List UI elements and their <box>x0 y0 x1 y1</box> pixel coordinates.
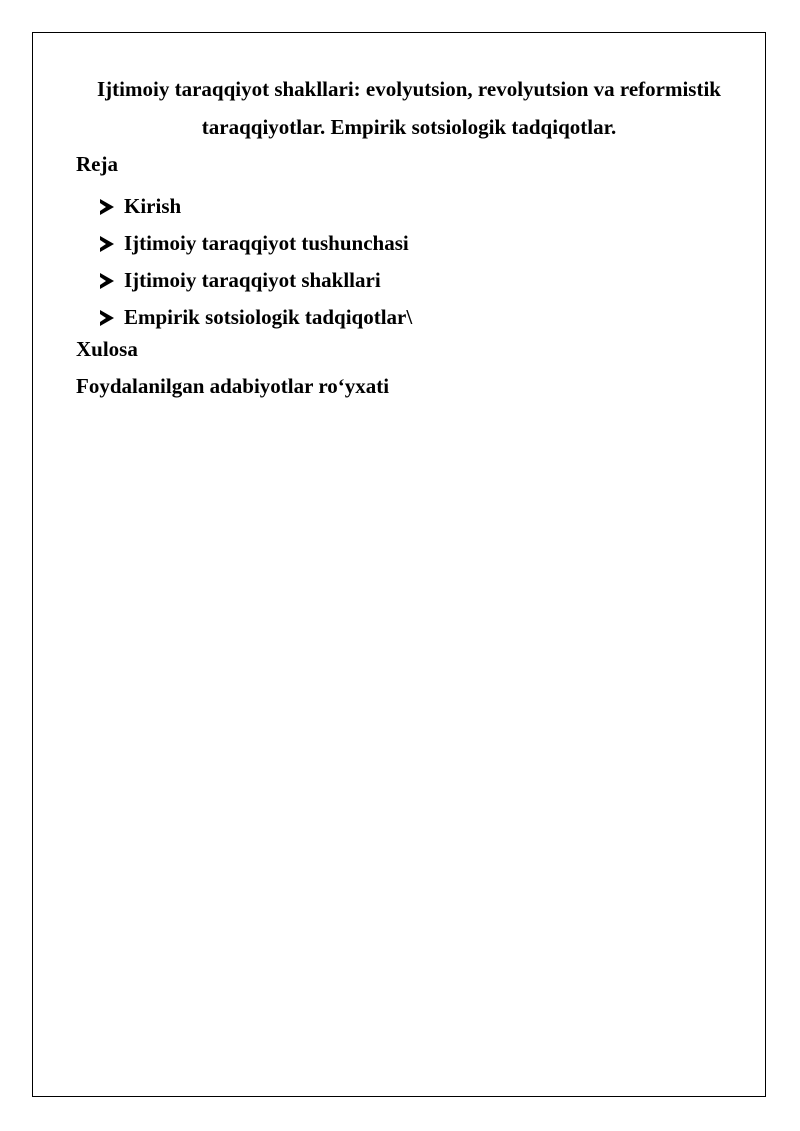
plan-item <box>100 262 412 299</box>
plan-list <box>100 188 412 336</box>
conclusion-heading: Xulosa <box>76 337 138 361</box>
references-heading: Foydalanilgan adabiyotlar ro‘yxati <box>76 374 390 398</box>
plan-item <box>100 225 412 262</box>
arrow-bullet-icon <box>100 310 114 326</box>
document-title: Ijtimoiy taraqqiyot shakllari: evolyutsion, revolyutsion va reformistik taraqqiyotlar. Empirik sotsiologik tadqiqotlar. <box>97 77 721 139</box>
plan-item-label: Empirik sotsiologik tadqiqotlar\ <box>124 305 413 329</box>
arrow-bullet-icon <box>100 273 114 289</box>
arrow-bullet-icon <box>100 199 114 215</box>
plan-item-label: Ijtimoiy taraqqiyot tushunchasi <box>124 231 409 255</box>
plan-item <box>100 299 412 336</box>
plan-item-label: Kirish <box>124 194 182 218</box>
plan-item-label: Ijtimoiy taraqqiyot shakllari <box>124 268 381 292</box>
arrow-bullet-icon <box>100 236 114 252</box>
plan-heading: Reja <box>76 152 118 176</box>
plan-item <box>100 188 412 225</box>
